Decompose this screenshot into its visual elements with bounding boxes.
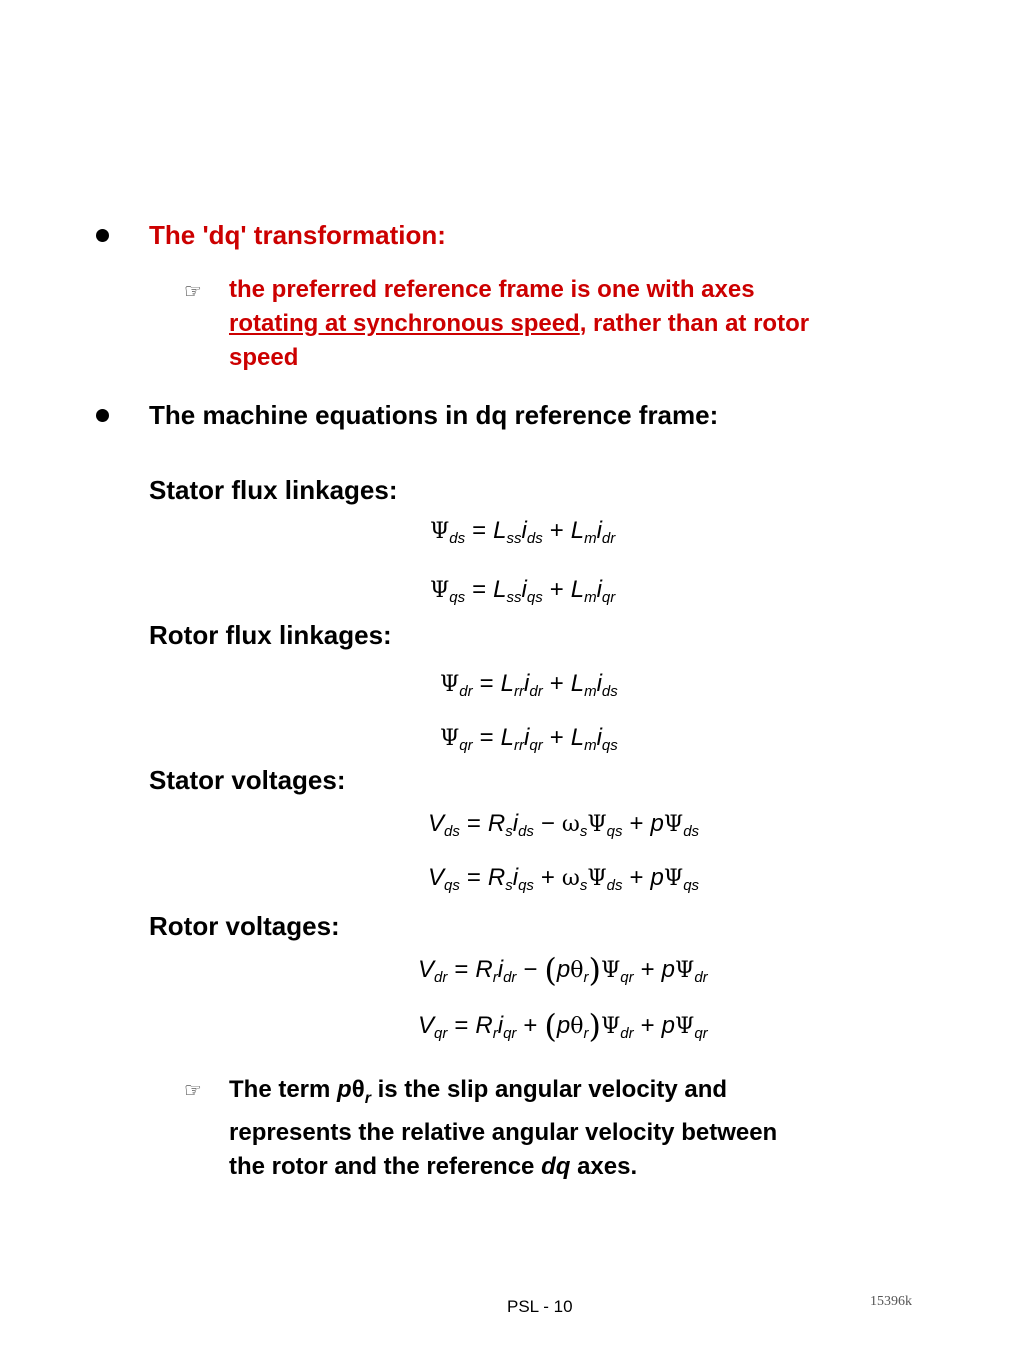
note-line-2-rest: , rather than at rotor [579,310,810,337]
note-slip-velocity [229,1073,949,1184]
note2-line-2: represents the relative angular velocity between [229,1118,778,1146]
section-stator-voltages: Stator voltages: [149,765,346,795]
section-rotor-voltages: Rotor voltages: [149,911,340,941]
note2-term-sub: r [364,1089,371,1107]
reference-code: 15396k [870,1294,912,1309]
bullet-title-dq-transformation: The 'dq' transformation: [149,220,446,250]
equation-psi-qs: $\Psi_{qs} = L_{ss}i_{qs} + L_mi_{qr}$ [430,576,616,606]
equation-v-qr: $V_{qr} = R_ri_{qr} + (p\theta_r)\Psi_{dr} + p\Psi_{qr}$ [418,1007,708,1045]
equation-psi-dr: $\Psi_{dr} = L_{rr}i_{dr} + L_mi_{ds}$ [440,670,618,700]
equation-psi-ds: $\Psi_{ds} = L_{ss}i_{ds} + L_mi_{dr}$ [430,517,616,547]
note-reference-frame [229,273,949,375]
note2-line-3 [229,1150,949,1184]
section-rotor-flux: Rotor flux linkages: [149,620,392,650]
equation-v-qs: $V_{qs} = R_si_{qs} + \omega_s\Psi_{ds} + p\Psi_{qs}$ [428,864,700,894]
section-stator-flux: Stator flux linkages: [149,475,398,505]
note-line-1: the preferred reference frame is one with axes [229,276,755,303]
bullet-title-machine-equations: The machine equations in dq reference frame: [149,400,719,430]
note2-part4: axes. [570,1152,638,1180]
note2-term-p: p [337,1076,352,1103]
note-line-2 [229,307,949,341]
pointing-hand-icon: ☞ [184,1078,202,1102]
equation-v-ds: $V_{ds} = R_si_{ds} - \omega_s\Psi_{qs} + p\Psi_{ds}$ [428,810,700,840]
note2-part1: The term [229,1076,338,1103]
pointing-hand-icon: ☞ [184,279,202,303]
page-number: PSL - 10 [507,1297,573,1316]
note-underlined-text: rotating at synchronous speed [229,310,580,337]
bullet-dot [96,229,109,242]
equation-v-dr: $V_{dr} = R_ri_{dr} - (p\theta_r)\Psi_{qr} + p\Psi_{dr}$ [418,951,708,989]
note2-term-theta: θ [351,1076,365,1103]
note2-line-1 [229,1073,949,1116]
bullet-dot [96,409,109,422]
note-line-3: speed [229,344,299,371]
note2-part3: the rotor and the reference [229,1152,542,1180]
note2-part2: is the slip angular velocity and [370,1076,728,1103]
equation-psi-qr: $\Psi_{qr} = L_{rr}i_{qr} + L_mi_{qs}$ [440,724,618,754]
note2-dq: dq [541,1152,571,1180]
